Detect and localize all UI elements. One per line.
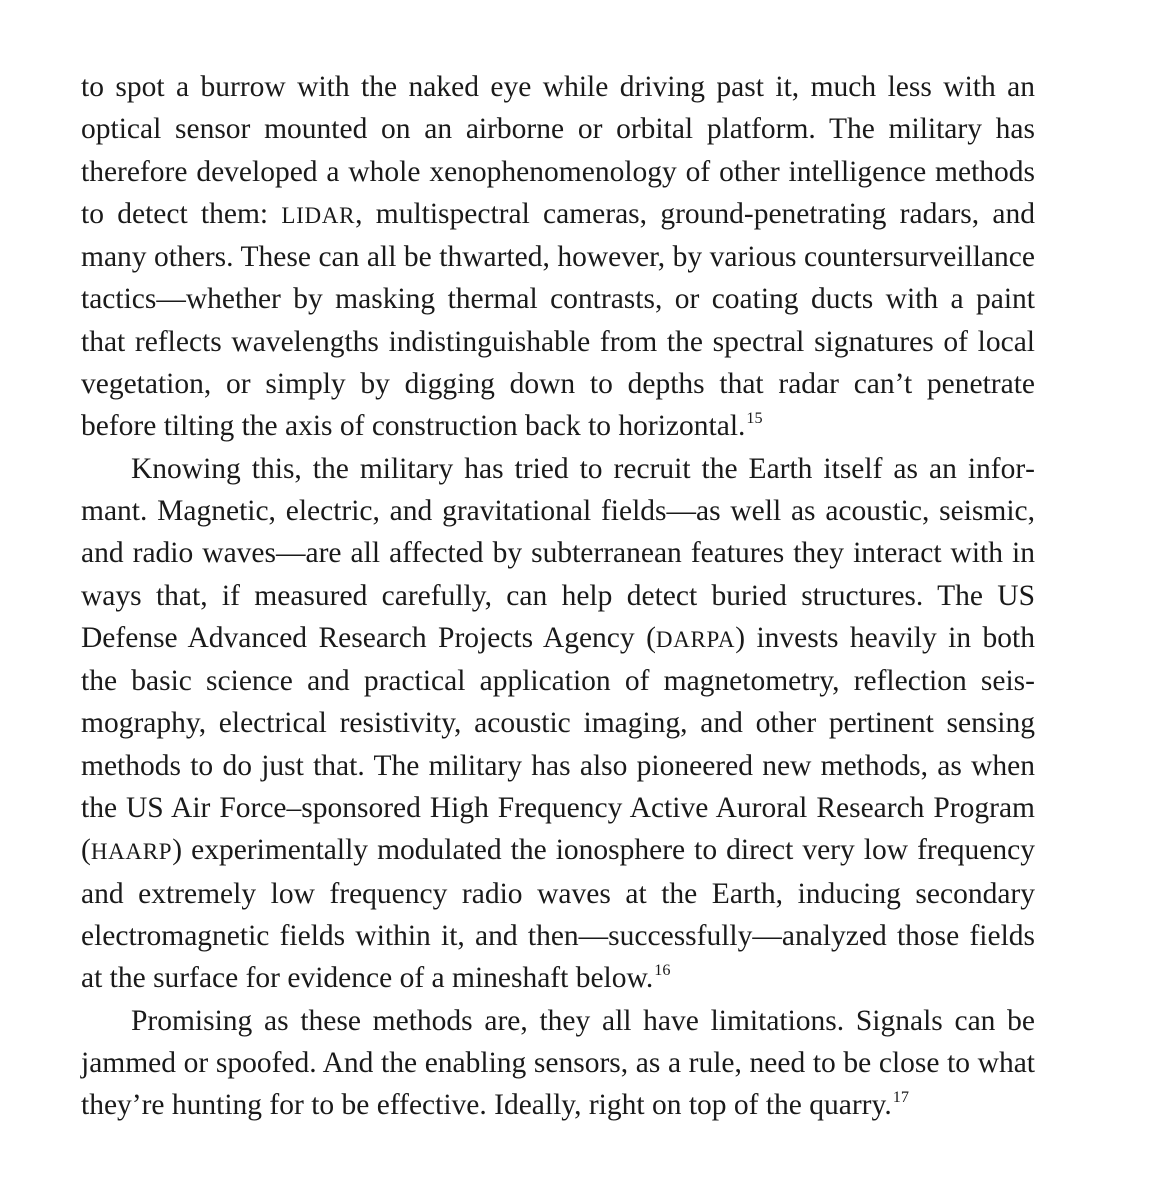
footnote-ref-17[interactable]: 17 [892,1087,909,1106]
text-run: , multispectral cameras, ground-penetrating radars, and many others. These can all be thwarted, however, by various countersurveillance tactics—whether by masking thermal contrasts, or coating ducts with a paint that reflects wavelengths indistinguishable from the spectral signatures of local vegetation, or simply by digging down to depths that radar can’t penetrate before tilting the axis of construction back to horizontal. [81,197,1035,443]
footnote-ref-16[interactable]: 16 [654,961,671,980]
text-run: ) experimentally modulated the ionosphere to direct very low frequency and extremely low frequency radio waves at the Earth, inducing secondary electromagnetic fields within it, and then—successfully—analyzed those fields at the surface for evidence of a mineshaft below. [81,834,1035,995]
paragraph-2 [81,448,1035,1000]
text-run: to spot a burrow with the naked eye while driving past it, much less with an optical sensor mounted on an airborne or orbital platform. The military has therefore developed a whole xenophenomenology of other intelligence methods to detect them: [81,71,1035,230]
text-run: ) invests heavily in both the basic science and practical application of magnetometry, reflection seismography, electrical resistivity, acoustic imaging, and other pertinent sensing methods to do just that. The military has also pioneered new methods, as when the US Air Force–sponsored High Frequency Active Auroral Research Program ( [81,621,1035,867]
acronym-haarp: HAARP [90,838,173,865]
paragraph-1 [81,66,1035,448]
paragraph-3 [81,1000,1035,1127]
text-run: Promising as these methods are, they all have limitations. Signals can be jammed or spoofed. And the enabling sensors, as a rule, need to be close to what they’re hunting for to be effective. Ideally, right on top of the quarry. [81,1004,1035,1122]
book-page-body [81,66,1035,1126]
acronym-lidar: LIDAR [281,201,356,228]
text-run: Knowing this, the military has tried to recruit the Earth itself as an informant. Magnetic, electric, and gravitational fields—as well as acoustic, seismic, and radio waves—are all affected by subterranean features they interact with in ways that, if measured carefully, can help detect buried structures. The US Defense Advanced Research Projects Agency ( [81,452,1035,654]
acronym-darpa: DARPA [655,625,736,652]
footnote-ref-15[interactable]: 15 [746,409,763,428]
